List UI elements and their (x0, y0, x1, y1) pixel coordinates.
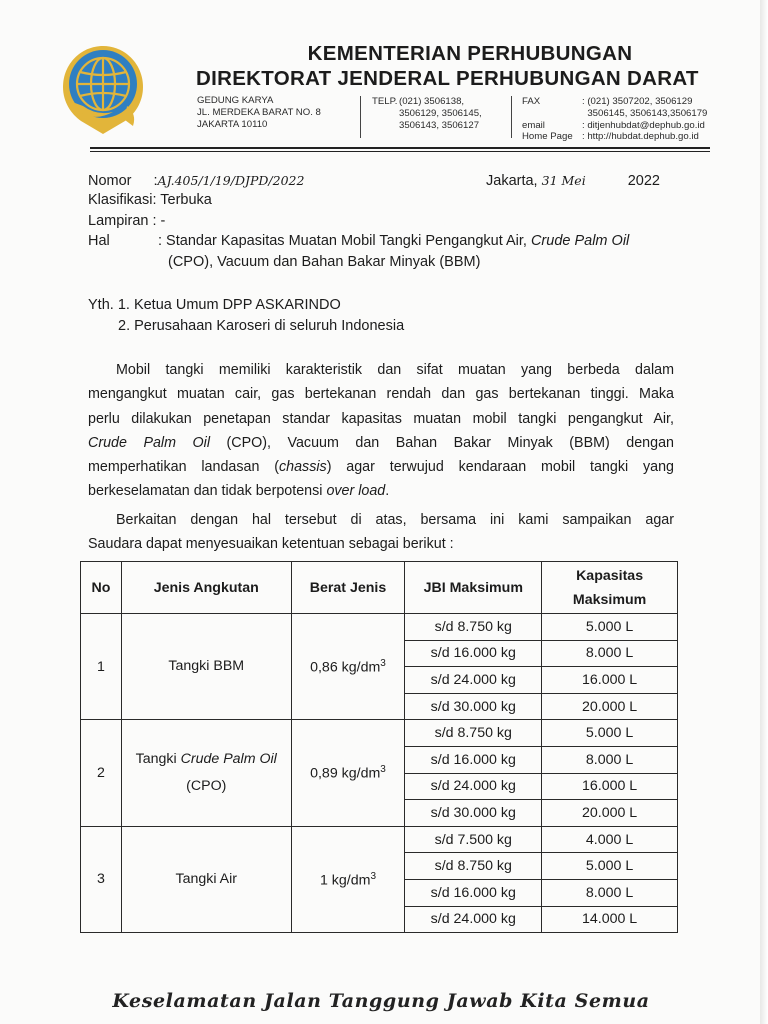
jbi-maksimum: s/d 16.000 kg (405, 640, 542, 667)
table-row (81, 826, 678, 853)
row-number: 3 (81, 826, 122, 932)
kapasitas-maksimum: 5.000 L (542, 720, 678, 747)
header-berat: Berat Jenis (291, 562, 405, 614)
kapasitas-maksimum: 5.000 L (542, 853, 678, 880)
recipient-1: Yth. 1. Ketua Umum DPP ASKARINDO (88, 297, 341, 313)
letterhead-rule (90, 147, 710, 149)
page-edge (760, 0, 768, 1024)
header-jenis: Jenis Angkutan (121, 562, 291, 614)
email-value: : ditjenhubdat@dephub.go.id (582, 120, 705, 131)
hal-label: Hal (88, 233, 110, 249)
directorate-name: DIREKTORAT JENDERAL PERHUBUNGAN DARAT (196, 67, 699, 90)
fax-block: : (021) 3507202, 3506129 3506145, 3506143,3506179 (582, 96, 708, 119)
date-handwritten: 31 Mei (541, 173, 586, 188)
jbi-maksimum: s/d 8.750 kg (405, 614, 542, 641)
hal-line-2: (CPO), Vacuum dan Bahan Bakar Minyak (BBM) (168, 254, 481, 270)
table-row (81, 720, 678, 747)
kapasitas-maksimum: 4.000 L (542, 826, 678, 853)
header-kapasitas: Kapasitas Maksimum (542, 562, 678, 614)
jbi-maksimum: s/d 30.000 kg (405, 693, 542, 720)
kapasitas-maksimum: 20.000 L (542, 693, 678, 720)
footer-slogan: Keselamatan Jalan Tanggung Jawab Kita Semua (112, 990, 650, 1012)
kapasitas-maksimum: 16.000 L (542, 667, 678, 694)
ministry-name: KEMENTERIAN PERHUBUNGAN (307, 42, 633, 65)
paragraph-1: Mobil tangki memiliki karakteristik dan sifat muatan yang berbeda dalam mengangkut muatan cair, gas bertekanan rendah dan gas bertekanan tinggi. Maka perlu dilakukan penetapan standar kapasitas muatan mobil tangki pengangkut Air, Crude Palm Oil (CPO), Vacuum dan Bahan Bakar Minyak (BBM) dengan memperhatikan landasan (chassis) agar terwujud kendaraan mobil tangki yang berkeselamatan dan tidak berpotensi over load. (88, 362, 674, 500)
ministry-logo-icon (57, 42, 149, 138)
divider (511, 96, 512, 138)
berat-jenis: 0,86 $kg/dm^3$ (291, 614, 405, 720)
telp-label: TELP. (372, 96, 398, 107)
jbi-maksimum: s/d 24.000 kg (405, 773, 542, 800)
kapasitas-maksimum: 16.000 L (542, 773, 678, 800)
klasifikasi-line: Klasifikasi: Terbuka (88, 192, 212, 208)
homepage-value: : http://hubdat.dephub.go.id (582, 131, 699, 142)
kapasitas-maksimum: 8.000 L (542, 879, 678, 906)
kapasitas-maksimum: 8.000 L (542, 640, 678, 667)
table-header-row (81, 562, 678, 614)
fax-label: FAX (522, 96, 541, 107)
berat-jenis: 0,89 $kg/dm^3$ (291, 720, 405, 826)
telp-block: (021) 3506138, 3506129, 3506145, 3506143, 3506127 (399, 96, 482, 131)
header-jbi: JBI Maksimum (405, 562, 542, 614)
kapasitas-maksimum: 14.000 L (542, 906, 678, 933)
jbi-maksimum: s/d 16.000 kg (405, 879, 542, 906)
divider (360, 96, 361, 138)
jbi-maksimum: s/d 7.500 kg (405, 826, 542, 853)
paragraph-2: Berkaitan dengan hal tersebut di atas, bersama ini kami sampaikan agar Saudara dapat menyesuaikan ketentuan sebagai berikut : (88, 512, 674, 553)
homepage-label: Home Page (522, 131, 573, 142)
nomor-line: Nomor :AJ.405/1/19/DJPD/2022 (88, 173, 305, 189)
address-block: GEDUNG KARYA JL. MERDEKA BARAT NO. 8 JAKARTA 10110 (197, 95, 321, 130)
kapasitas-maksimum: 5.000 L (542, 614, 678, 641)
jenis-angkutan: Tangki Crude Palm Oil (CPO) (121, 720, 291, 826)
letterhead-rule-thin (90, 151, 710, 152)
jbi-maksimum: s/d 16.000 kg (405, 746, 542, 773)
email-label: email (522, 120, 545, 131)
kapasitas-maksimum: 8.000 L (542, 746, 678, 773)
recipient-2: 2. Perusahaan Karoseri di seluruh Indonesia (118, 318, 405, 334)
berat-jenis: 1 $kg/dm^3$ (291, 826, 405, 932)
jenis-angkutan: Tangki Air (121, 826, 291, 932)
lampiran-line: Lampiran : - (88, 213, 166, 229)
jbi-maksimum: s/d 30.000 kg (405, 800, 542, 827)
nomor-value: AJ.405/1/19/DJPD/2022 (157, 173, 305, 188)
capacity-table (80, 561, 678, 933)
jbi-maksimum: s/d 8.750 kg (405, 720, 542, 747)
hal-line-1: : Standar Kapasitas Muatan Mobil Tangki Pengangkut Air, Crude Palm Oil (158, 233, 630, 249)
jenis-angkutan: Tangki BBM (121, 614, 291, 720)
table-row (81, 614, 678, 641)
kapasitas-maksimum: 20.000 L (542, 800, 678, 827)
row-number: 1 (81, 614, 122, 720)
row-number: 2 (81, 720, 122, 826)
header-no: No (81, 562, 122, 614)
jbi-maksimum: s/d 24.000 kg (405, 906, 542, 933)
jbi-maksimum: s/d 8.750 kg (405, 853, 542, 880)
date-line: Jakarta, 31 Mei 2022 (486, 173, 660, 189)
jbi-maksimum: s/d 24.000 kg (405, 667, 542, 694)
